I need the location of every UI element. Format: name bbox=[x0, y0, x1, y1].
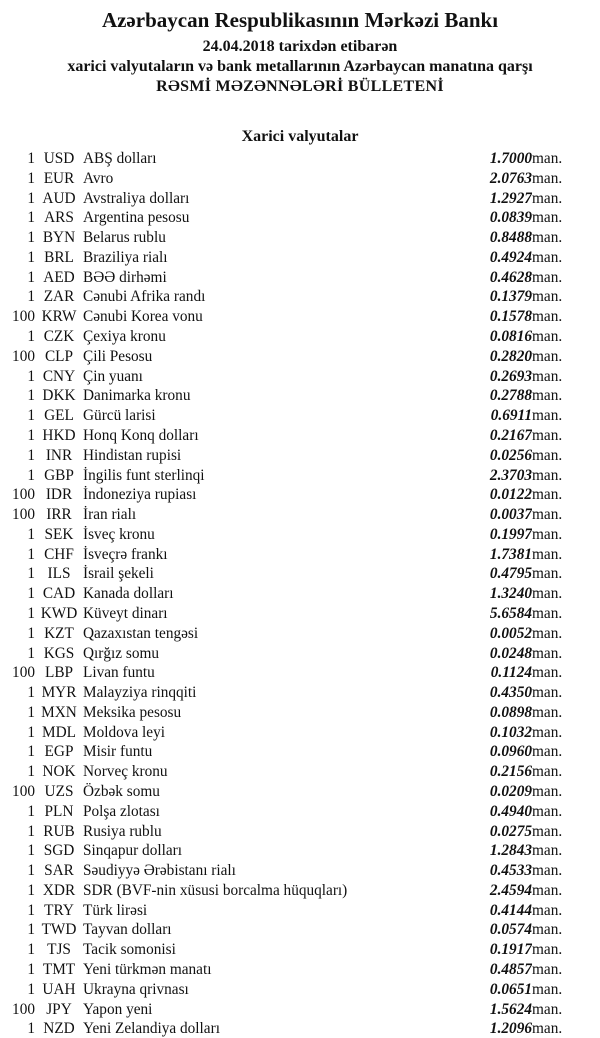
rate-row bbox=[0, 505, 600, 525]
unit-label: man. bbox=[532, 1020, 563, 1038]
nominal-value: 1 bbox=[27, 763, 35, 781]
rate-row bbox=[0, 208, 600, 228]
rate-value: 0.1578 bbox=[489, 308, 532, 326]
unit-label: man. bbox=[532, 565, 563, 583]
unit-label: man. bbox=[532, 347, 563, 365]
nominal-value: 1 bbox=[27, 248, 35, 266]
rate-value: 0.0839 bbox=[489, 209, 532, 227]
currency-name: Danimarka kronu bbox=[83, 387, 191, 405]
rate-value: 2.4594 bbox=[489, 881, 532, 899]
currency-code: INR bbox=[45, 446, 73, 464]
currency-name: Cənubi Korea vonu bbox=[83, 308, 203, 326]
currency-code: KRW bbox=[41, 308, 77, 326]
rate-row bbox=[0, 703, 600, 723]
currency-code: XDR bbox=[42, 881, 76, 899]
currency-name: Avro bbox=[83, 169, 114, 187]
rate-row bbox=[0, 802, 600, 822]
unit-label: man. bbox=[532, 664, 563, 682]
currency-code: KWD bbox=[40, 604, 78, 622]
currency-name: BƏƏ dirhəmi bbox=[83, 268, 167, 286]
rate-value: 0.0037 bbox=[489, 506, 532, 524]
unit-label: man. bbox=[532, 1000, 563, 1018]
currency-code: ARS bbox=[44, 209, 74, 227]
rate-row bbox=[0, 901, 600, 921]
rate-row bbox=[0, 386, 600, 406]
rate-value: 0.4924 bbox=[489, 248, 532, 266]
currency-name: Yeni türkmən manatı bbox=[83, 961, 212, 979]
bank-name: Azərbaycan Respublikasının Mərkəzi Bankı bbox=[101, 8, 499, 32]
currency-name: İsveçrə frankı bbox=[83, 545, 168, 563]
currency-name: Malayziya rinqqiti bbox=[83, 684, 197, 702]
rate-value: 2.3703 bbox=[489, 466, 532, 484]
currency-code: TWD bbox=[41, 921, 77, 939]
rate-row bbox=[0, 564, 600, 584]
currency-code: IDR bbox=[45, 486, 73, 504]
nominal-value: 1 bbox=[27, 367, 35, 385]
rate-value: 0.2820 bbox=[489, 347, 532, 365]
currency-name: Sinqapur dolları bbox=[83, 842, 182, 860]
rate-row bbox=[0, 1019, 600, 1038]
unit-label: man. bbox=[532, 604, 563, 622]
nominal-value: 1 bbox=[27, 288, 35, 306]
rate-value: 0.0960 bbox=[489, 743, 532, 761]
unit-label: man. bbox=[532, 525, 563, 543]
unit-label: man. bbox=[532, 268, 563, 286]
rate-value: 0.0275 bbox=[489, 822, 532, 840]
currency-name: Qırğız somu bbox=[83, 644, 160, 662]
currency-code: SEK bbox=[44, 525, 74, 543]
unit-label: man. bbox=[532, 248, 563, 266]
currency-code: NZD bbox=[43, 1020, 75, 1038]
nominal-value: 100 bbox=[12, 506, 35, 524]
rate-value: 0.0816 bbox=[489, 328, 532, 346]
nominal-value: 1 bbox=[27, 565, 35, 583]
nominal-value: 1 bbox=[27, 407, 35, 425]
rate-row bbox=[0, 169, 600, 189]
currency-name: Rusiya rublu bbox=[83, 822, 162, 840]
rate-value: 1.2843 bbox=[489, 842, 532, 860]
rate-value: 0.4533 bbox=[489, 862, 532, 880]
currency-name: Türk lirəsi bbox=[83, 901, 148, 919]
rate-value: 2.0763 bbox=[489, 169, 532, 187]
currency-name: Gürcü larisi bbox=[83, 407, 156, 425]
currency-name: Səudiyyə Ərəbistanı rialı bbox=[83, 862, 236, 880]
currency-name: Yapon yeni bbox=[83, 1000, 153, 1018]
unit-label: man. bbox=[532, 743, 563, 761]
unit-label: man. bbox=[532, 466, 563, 484]
nominal-value: 1 bbox=[27, 169, 35, 187]
nominal-value: 1 bbox=[27, 585, 35, 603]
rate-row bbox=[0, 367, 600, 387]
unit-label: man. bbox=[532, 308, 563, 326]
currency-name: Çexiya kronu bbox=[83, 328, 166, 346]
currency-name: Norveç kronu bbox=[83, 763, 168, 781]
currency-name: İsveç kronu bbox=[83, 525, 155, 543]
rate-row bbox=[0, 584, 600, 604]
currency-code: GEL bbox=[44, 407, 74, 425]
nominal-value: 1 bbox=[27, 426, 35, 444]
rate-row bbox=[0, 426, 600, 446]
rate-row bbox=[0, 841, 600, 861]
nominal-value: 1 bbox=[27, 901, 35, 919]
currency-code: KGS bbox=[43, 644, 75, 662]
currency-code: KZT bbox=[44, 624, 74, 642]
rate-value: 0.0209 bbox=[489, 783, 532, 800]
currency-code: PLN bbox=[44, 802, 74, 820]
nominal-value: 1 bbox=[27, 941, 35, 959]
rate-value: 0.2167 bbox=[489, 426, 532, 444]
unit-label: man. bbox=[532, 506, 563, 524]
rate-row bbox=[0, 861, 600, 881]
rate-row bbox=[0, 663, 600, 683]
nominal-value: 1 bbox=[27, 525, 35, 543]
currency-name: Hindistan rupisi bbox=[83, 446, 182, 464]
rate-row bbox=[0, 327, 600, 347]
currency-name: SDR (BVF-nin xüsusi borcalma hüquqları) bbox=[83, 881, 348, 899]
rate-row bbox=[0, 466, 600, 486]
currency-name: Livan funtu bbox=[83, 664, 155, 682]
currency-code: NOK bbox=[42, 763, 76, 781]
rate-value: 0.2156 bbox=[489, 763, 532, 781]
rate-value: 0.0651 bbox=[489, 980, 532, 998]
unit-label: man. bbox=[532, 644, 563, 662]
unit-label: man. bbox=[532, 426, 563, 444]
rate-row bbox=[0, 624, 600, 644]
unit-label: man. bbox=[532, 407, 563, 425]
rate-value: 0.0898 bbox=[489, 703, 532, 721]
rate-value: 0.4857 bbox=[489, 961, 532, 979]
rate-row bbox=[0, 406, 600, 426]
rate-value: 1.7381 bbox=[489, 545, 532, 563]
rate-value: 0.2788 bbox=[489, 387, 532, 405]
currency-code: USD bbox=[43, 150, 75, 167]
currency-name: Özbək somu bbox=[83, 783, 160, 800]
rate-row bbox=[0, 782, 600, 802]
rate-row bbox=[0, 149, 600, 169]
currency-name: İsrail şekeli bbox=[83, 565, 154, 583]
currency-code: AED bbox=[43, 268, 75, 286]
unit-label: man. bbox=[532, 723, 563, 741]
rate-value: 0.0052 bbox=[489, 624, 532, 642]
currency-code: SAR bbox=[44, 862, 74, 880]
currency-code: TRY bbox=[44, 901, 74, 919]
currency-code: IRR bbox=[46, 506, 72, 524]
currency-name: Ukrayna qrivnası bbox=[83, 980, 189, 998]
rate-value: 0.8488 bbox=[489, 229, 532, 247]
unit-label: man. bbox=[532, 901, 563, 919]
currency-code: GBP bbox=[44, 466, 74, 484]
unit-label: man. bbox=[532, 703, 563, 721]
unit-label: man. bbox=[532, 822, 563, 840]
nominal-value: 1 bbox=[27, 387, 35, 405]
subject-line: xarici valyutaların və bank metallarının Azərbaycan manatına qarşı bbox=[67, 58, 533, 75]
nominal-value: 1 bbox=[27, 466, 35, 484]
currency-code: TJS bbox=[47, 941, 71, 959]
currency-name: Kanada dolları bbox=[83, 585, 174, 603]
unit-label: man. bbox=[532, 189, 563, 207]
rate-row bbox=[0, 742, 600, 762]
rate-value: 1.2096 bbox=[489, 1020, 532, 1038]
rate-row bbox=[0, 644, 600, 664]
nominal-value: 100 bbox=[12, 1000, 35, 1018]
currency-code: CHF bbox=[44, 545, 74, 563]
currency-code: UAH bbox=[42, 980, 76, 998]
unit-label: man. bbox=[532, 862, 563, 880]
currency-code: LBP bbox=[44, 664, 74, 682]
rate-row bbox=[0, 287, 600, 307]
currency-name: Çili Pesosu bbox=[83, 347, 153, 365]
nominal-value: 1 bbox=[27, 921, 35, 939]
unit-label: man. bbox=[532, 486, 563, 504]
rate-value: 0.0256 bbox=[489, 446, 532, 464]
currency-name: Avstraliya dolları bbox=[83, 189, 190, 207]
unit-label: man. bbox=[532, 367, 563, 385]
rate-value: 1.7000 bbox=[489, 150, 532, 167]
currency-name: Honq Konq dolları bbox=[83, 426, 199, 444]
unit-label: man. bbox=[532, 585, 563, 603]
unit-label: man. bbox=[532, 150, 563, 167]
currency-code: TMT bbox=[42, 961, 76, 979]
currency-code: JPY bbox=[46, 1000, 72, 1018]
bulletin-header bbox=[0, 0, 600, 97]
currency-name: Belarus rublu bbox=[83, 229, 166, 247]
currency-code: ILS bbox=[47, 565, 71, 583]
currency-name: Cənubi Afrika randı bbox=[83, 288, 206, 306]
rate-row bbox=[0, 446, 600, 466]
rate-row bbox=[0, 940, 600, 960]
unit-label: man. bbox=[532, 328, 563, 346]
rate-row bbox=[0, 1000, 600, 1020]
nominal-value: 1 bbox=[27, 684, 35, 702]
unit-label: man. bbox=[532, 980, 563, 998]
nominal-value: 1 bbox=[27, 229, 35, 247]
nominal-value: 1 bbox=[27, 624, 35, 642]
currency-code: MYR bbox=[41, 684, 77, 702]
unit-label: man. bbox=[532, 941, 563, 959]
currency-code: CLP bbox=[44, 347, 74, 365]
rate-value: 0.1997 bbox=[489, 525, 532, 543]
unit-label: man. bbox=[532, 545, 563, 563]
currency-code: RUB bbox=[43, 822, 75, 840]
currency-code: DKK bbox=[42, 387, 76, 405]
currency-code: BRL bbox=[44, 248, 74, 266]
currency-name: Tayvan dolları bbox=[83, 921, 172, 939]
unit-label: man. bbox=[532, 684, 563, 702]
rate-row bbox=[0, 248, 600, 268]
nominal-value: 1 bbox=[27, 545, 35, 563]
unit-label: man. bbox=[532, 209, 563, 227]
nominal-value: 1 bbox=[27, 644, 35, 662]
nominal-value: 100 bbox=[12, 664, 35, 682]
rate-value: 0.4940 bbox=[489, 802, 532, 820]
rate-value: 0.4144 bbox=[489, 901, 532, 919]
unit-label: man. bbox=[532, 624, 563, 642]
rate-row bbox=[0, 822, 600, 842]
rate-row bbox=[0, 485, 600, 505]
currency-name: Braziliya rialı bbox=[83, 248, 168, 266]
unit-label: man. bbox=[532, 842, 563, 860]
unit-label: man. bbox=[532, 446, 563, 464]
currency-code: UZS bbox=[44, 783, 74, 800]
currency-code: EUR bbox=[43, 169, 75, 187]
rate-row bbox=[0, 723, 600, 743]
unit-label: man. bbox=[532, 229, 563, 247]
rates-table-body bbox=[0, 149, 600, 1038]
currency-code: BYN bbox=[42, 229, 76, 247]
currency-name: ABŞ dolları bbox=[83, 150, 157, 167]
rate-value: 0.0248 bbox=[489, 644, 532, 662]
currency-name: Polşa zlotası bbox=[83, 802, 160, 820]
unit-label: man. bbox=[532, 288, 563, 306]
rate-value: 0.6911 bbox=[490, 407, 532, 425]
rate-value: 0.4350 bbox=[489, 684, 532, 702]
exchange-rates-table bbox=[0, 149, 600, 1038]
currency-code: CZK bbox=[43, 328, 75, 346]
rate-row bbox=[0, 762, 600, 782]
rate-row bbox=[0, 980, 600, 1000]
rate-row bbox=[0, 228, 600, 248]
unit-label: man. bbox=[532, 802, 563, 820]
currency-name: Yeni Zelandiya dolları bbox=[83, 1020, 220, 1038]
unit-label: man. bbox=[532, 783, 563, 800]
currency-code: CNY bbox=[42, 367, 76, 385]
nominal-value: 1 bbox=[27, 743, 35, 761]
rate-value: 0.0574 bbox=[489, 921, 532, 939]
nominal-value: 1 bbox=[27, 604, 35, 622]
rate-value: 0.0122 bbox=[489, 486, 532, 504]
nominal-value: 1 bbox=[27, 822, 35, 840]
rate-row bbox=[0, 525, 600, 545]
rate-value: 5.6584 bbox=[489, 604, 532, 622]
currency-name: İran rialı bbox=[83, 506, 137, 524]
nominal-value: 1 bbox=[27, 328, 35, 346]
nominal-value: 1 bbox=[27, 980, 35, 998]
rate-row bbox=[0, 268, 600, 288]
nominal-value: 100 bbox=[12, 486, 35, 504]
nominal-value: 1 bbox=[27, 446, 35, 464]
currency-name: Argentina pesosu bbox=[83, 209, 190, 227]
currency-code: MDL bbox=[42, 723, 76, 741]
currency-name: Moldova leyi bbox=[83, 723, 165, 741]
nominal-value: 1 bbox=[27, 802, 35, 820]
unit-label: man. bbox=[532, 921, 563, 939]
rate-value: 0.1124 bbox=[490, 664, 532, 682]
rate-value: 0.4795 bbox=[489, 565, 532, 583]
unit-label: man. bbox=[532, 763, 563, 781]
nominal-value: 100 bbox=[12, 783, 35, 800]
rate-value: 1.2927 bbox=[489, 189, 532, 207]
currency-code: MXN bbox=[41, 703, 77, 721]
rate-row bbox=[0, 604, 600, 624]
rate-value: 0.2693 bbox=[489, 367, 532, 385]
currency-name: Tacik somonisi bbox=[83, 941, 176, 959]
nominal-value: 1 bbox=[27, 150, 35, 167]
unit-label: man. bbox=[532, 881, 563, 899]
rate-row bbox=[0, 347, 600, 367]
rate-value: 0.1917 bbox=[489, 941, 532, 959]
nominal-value: 1 bbox=[27, 723, 35, 741]
currency-name: Çin yuanı bbox=[83, 367, 143, 385]
effective-date-line: 24.04.2018 tarixdən etibarən bbox=[202, 38, 398, 55]
currency-name: Misir funtu bbox=[83, 743, 153, 761]
nominal-value: 1 bbox=[27, 268, 35, 286]
bulletin-title: RƏSMİ MƏZƏNNƏLƏRİ BÜLLETENİ bbox=[156, 78, 444, 95]
rate-value: 1.3240 bbox=[489, 585, 532, 603]
rate-row bbox=[0, 189, 600, 209]
nominal-value: 1 bbox=[27, 189, 35, 207]
unit-label: man. bbox=[532, 169, 563, 187]
rate-row bbox=[0, 881, 600, 901]
nominal-value: 1 bbox=[27, 961, 35, 979]
nominal-value: 1 bbox=[27, 881, 35, 899]
rate-row bbox=[0, 307, 600, 327]
currency-code: CAD bbox=[42, 585, 76, 603]
rate-row bbox=[0, 960, 600, 980]
rate-value: 0.1379 bbox=[489, 288, 532, 306]
unit-label: man. bbox=[532, 961, 563, 979]
currency-code: ZAR bbox=[43, 288, 75, 306]
currency-name: Qazaxıstan tengəsi bbox=[83, 624, 199, 642]
nominal-value: 1 bbox=[27, 1020, 35, 1038]
rate-row bbox=[0, 545, 600, 565]
currency-name: İndoneziya rupiası bbox=[83, 486, 197, 504]
currency-name: Küveyt dinarı bbox=[83, 604, 168, 622]
currency-code: EGP bbox=[44, 743, 74, 761]
rate-row bbox=[0, 920, 600, 940]
currency-code: HKD bbox=[42, 426, 76, 444]
nominal-value: 1 bbox=[27, 703, 35, 721]
rate-value: 0.4628 bbox=[489, 268, 532, 286]
currency-code: SGD bbox=[43, 842, 75, 860]
section-title-foreign-currencies: Xarici valyutalar bbox=[241, 128, 359, 145]
nominal-value: 1 bbox=[27, 842, 35, 860]
nominal-value: 1 bbox=[27, 209, 35, 227]
currency-name: İngilis funt sterlinqi bbox=[83, 466, 205, 484]
nominal-value: 1 bbox=[27, 862, 35, 880]
nominal-value: 100 bbox=[12, 347, 35, 365]
currency-name: Meksika pesosu bbox=[83, 703, 182, 721]
unit-label: man. bbox=[532, 387, 563, 405]
rate-row bbox=[0, 683, 600, 703]
rate-value: 1.5624 bbox=[489, 1000, 532, 1018]
rate-value: 0.1032 bbox=[489, 723, 532, 741]
nominal-value: 100 bbox=[12, 308, 35, 326]
currency-code: AUD bbox=[42, 189, 76, 207]
